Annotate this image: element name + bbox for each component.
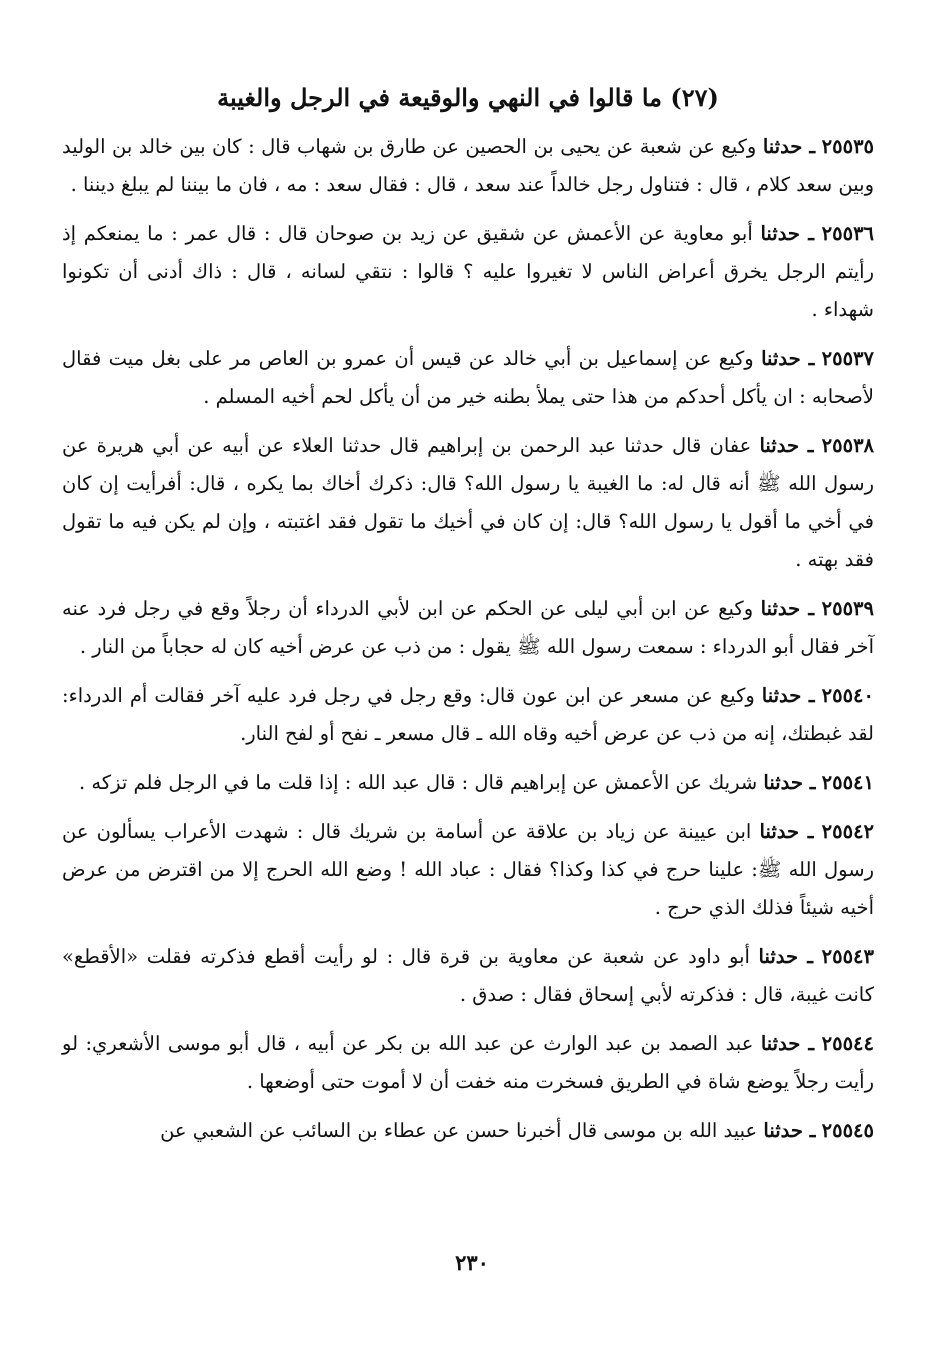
hadith-number: ٢٥٥٤٠ bbox=[821, 684, 875, 707]
hadith-number: ٢٥٥٣٥ bbox=[821, 135, 875, 158]
hadith-entry bbox=[62, 1112, 874, 1150]
hadith-lead: ـ حدثنا bbox=[763, 771, 816, 794]
hadith-number: ٢٥٥٣٨ bbox=[821, 434, 875, 457]
hadith-entry bbox=[62, 340, 874, 416]
page-body bbox=[62, 78, 874, 1161]
hadith-list bbox=[62, 128, 874, 1150]
hadith-entry bbox=[62, 1025, 874, 1101]
hadith-number: ٢٥٥٤١ bbox=[821, 771, 874, 794]
hadith-entry bbox=[62, 215, 874, 329]
hadith-text: عفان قال حدثنا عبد الرحمن بن إبراهيم قال حدثنا العلاء عن أبيه عن أبي هريرة عن رسول الله ﷺ أنه قال له: ما الغيبة يا رسول الله؟ قال: ذكرك أخاك بما يكره ، قال: أفرأيت إن كان في أخي ما أقول يا رسول الله؟ قال: إن كان في أخيك ما تقول فقد اغتبته ، وإن لم يكن فيه ما تقول فقد بهته . bbox=[62, 434, 874, 571]
hadith-lead: ـ حدثنا bbox=[761, 347, 815, 370]
hadith-lead: ـ حدثنا bbox=[762, 135, 816, 158]
hadith-number: ٢٥٥٣٦ bbox=[821, 222, 875, 245]
hadith-entry bbox=[62, 938, 874, 1014]
hadith-entry bbox=[62, 590, 874, 666]
hadith-entry bbox=[62, 677, 874, 753]
hadith-number: ٢٥٥٤٢ bbox=[821, 820, 875, 843]
hadith-text: عبد الصمد بن عبد الوارث عن عبد الله بن بكر عن أبيه ، قال أبو موسى الأشعري: لو رأيت رجلاً يوضع شاة في الطريق فسخرت منه خفت أن لا أموت حتى أوضعها . bbox=[62, 1032, 874, 1093]
hadith-text: أبو داود عن شعبة عن معاوية بن قرة قال : لو رأيت أقطع فذكرته فقلت «الأقطع» كانت غيبة، قال : فذكرته لأبي إسحاق فقال : صدق . bbox=[62, 945, 874, 1006]
hadith-lead: ـ حدثنا bbox=[759, 820, 814, 843]
section-heading: (٢٧) ما قالوا في النهي والوقيعة في الرجل والغيبة bbox=[217, 83, 719, 112]
hadith-lead: ـ حدثنا bbox=[759, 434, 814, 457]
hadith-text: وكيع عن ابن أبي ليلى عن الحكم عن ابن لأبي الدرداء أن رجلاً وقع في رجل فرد عنه آخر فقال أبو الدرداء : سمعت رسول الله ﷺ يقول : من ذب عن عرض أخيه كان له حجاباً من النار . bbox=[62, 597, 874, 658]
hadith-text: وكيع عن إسماعيل بن أبي خالد عن قيس أن عمرو بن العاص مر على بغل ميت فقال لأصحابه : ان يأكل أحدكم من هذا حتى يملأ بطنه خير من أن يأكل لحم أخيه المسلم . bbox=[62, 347, 874, 408]
hadith-text: وكيع عن شعبة عن يحيى بن الحصين عن طارق بن شهاب قال : كان بين خالد بن الوليد وبين سعد كلام ، قال : فتناول رجل خالداً عند سعد ، قال : فقال سعد : مه ، فان ما بيننا لم يبلغ ديننا . bbox=[62, 135, 874, 196]
hadith-lead: ـ حدثنا bbox=[760, 1032, 815, 1055]
hadith-text: وكيع عن مسعر عن ابن عون قال: وقع رجل في رجل فرد عليه آخر فقالت أم الدرداء: لقد غبطتك، إنه من ذب عن عرض أخيه وقاه الله ـ قال مسعر ـ نفح أو لفح النار. bbox=[62, 684, 874, 745]
hadith-lead: ـ حدثنا bbox=[760, 222, 814, 245]
hadith-lead: ـ حدثنا bbox=[763, 1119, 816, 1142]
hadith-text: عبيد الله بن موسى قال أخبرنا حسن عن عطاء بن السائب عن الشعبي عن bbox=[160, 1119, 758, 1142]
page-number: ٢٣٠ bbox=[455, 1250, 489, 1275]
hadith-number: ٢٥٥٣٧ bbox=[821, 347, 875, 370]
hadith-entry bbox=[62, 427, 874, 579]
hadith-number: ٢٥٥٤٣ bbox=[821, 945, 875, 968]
hadith-lead: ـ حدثنا bbox=[761, 684, 815, 707]
hadith-entry bbox=[62, 813, 874, 927]
hadith-lead: ـ حدثنا bbox=[758, 945, 814, 968]
hadith-entry bbox=[62, 764, 874, 802]
hadith-entry bbox=[62, 128, 874, 204]
hadith-text: أبو معاوية عن الأعمش عن شقيق عن زيد بن صوحان قال : قال عمر : ما يمنعكم إذ رأيتم الرجل يخرق أعراض الناس لا تغيروا عليه ؟ قالوا : نتقي لسانه ، قال : ذاك أدنى أن تكونوا شهداء . bbox=[62, 222, 874, 321]
hadith-number: ٢٥٥٤٤ bbox=[821, 1032, 874, 1055]
hadith-number: ٢٥٥٤٥ bbox=[821, 1119, 874, 1142]
hadith-text: ابن عيينة عن زياد بن علاقة عن أسامة بن شريك قال : شهدت الأعراب يسألون عن رسول الله ﷺ: علينا حرج في كذا وكذا؟ فقال : عباد الله ! وضع الله الحرج إلا من اقترض من عرض أخيه شيئاً فذلك الذي حرج . bbox=[62, 820, 874, 919]
hadith-number: ٢٥٥٣٩ bbox=[821, 597, 875, 620]
hadith-lead: ـ حدثنا bbox=[760, 597, 815, 620]
hadith-text: شريك عن الأعمش عن إبراهيم قال : قال عبد الله : إذا قلت ما في الرجل فلم تزكه . bbox=[78, 771, 758, 794]
